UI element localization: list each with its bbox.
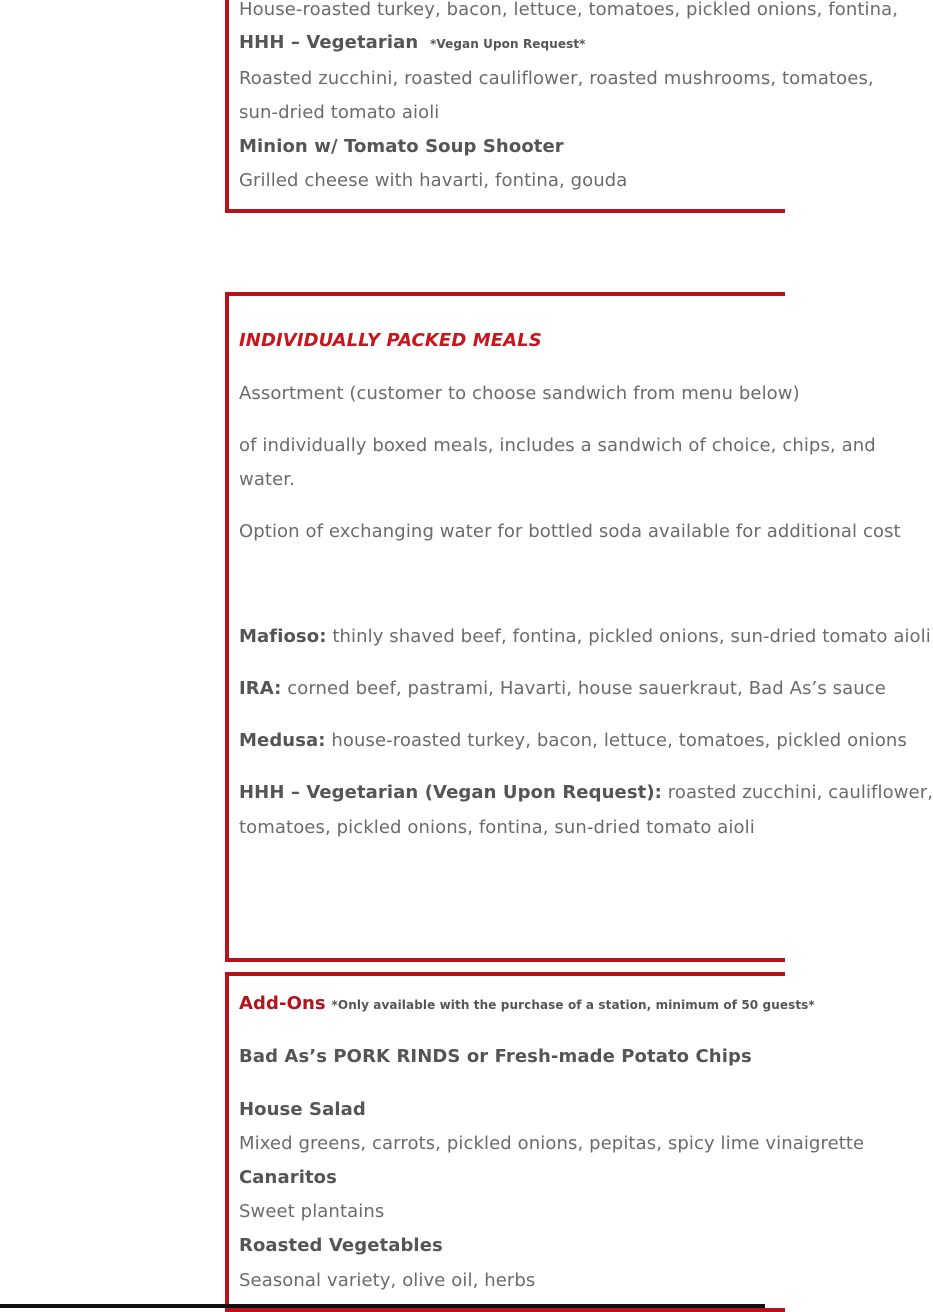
pork-rinds-item: Bad As’s PORK RINDS or Fresh-made Potato Chips [239, 1046, 752, 1067]
add-ons-heading [239, 992, 815, 1017]
mafioso-item [239, 625, 931, 649]
mafioso-label: Mafioso: [239, 626, 327, 647]
medusa-description: House-roasted turkey, bacon, lettuce, tomatoes, pickled onions, fontina, [239, 0, 899, 20]
ira-text: corned beef, pastrami, Havarti, house sauerkraut, Bad As’s sauce [281, 678, 886, 699]
mafioso-text: thinly shaved beef, fontina, pickled onions, sun-dried tomato aioli [326, 626, 931, 647]
minion-title: Minion w/ Tomato Soup Shooter [239, 136, 564, 157]
hhh-item [239, 781, 933, 805]
ira-item [239, 677, 886, 701]
medusa-item [239, 729, 907, 753]
packed-meals-details-line1: of individually boxed meals, includes a sandwich of choice, chips, and [239, 435, 876, 456]
add-ons-title: Add-Ons [239, 993, 326, 1014]
hhh-label: HHH – Vegetarian (Vegan Upon Request): [239, 782, 662, 803]
hhh-heading [239, 31, 586, 56]
canaritos-description: Sweet plantains [239, 1201, 385, 1222]
ira-label: IRA: [239, 678, 282, 699]
roasted-vegetables-description: Seasonal variety, olive oil, herbs [239, 1270, 536, 1291]
hhh-description-line1: Roasted zucchini, roasted cauliflower, roasted mushrooms, tomatoes, [239, 68, 874, 89]
packed-meals-intro: Assortment (customer to choose sandwich from menu below) [239, 383, 800, 404]
roasted-vegetables-title: Roasted Vegetables [239, 1235, 443, 1256]
add-ons-note: *Only available with the purchase of a station, minimum of 50 guests* [331, 998, 815, 1012]
hhh-item-line2: tomatoes, pickled onions, fontina, sun-dried tomato aioli [239, 817, 755, 838]
medusa-label: Medusa: [239, 730, 326, 751]
canaritos-title: Canaritos [239, 1167, 337, 1188]
hhh-description-line2: sun-dried tomato aioli [239, 102, 440, 123]
house-salad-title: House Salad [239, 1099, 366, 1120]
house-salad-description: Mixed greens, carrots, pickled onions, pepitas, spicy lime vinaigrette [239, 1133, 865, 1154]
hhh-text: roasted zucchini, cauliflower, [661, 782, 933, 803]
packed-meals-title: INDIVIDUALLY PACKED MEALS [239, 330, 542, 351]
soda-option-text: Option of exchanging water for bottled soda available for additional cost [239, 521, 901, 542]
hhh-title: HHH – Vegetarian [239, 32, 419, 53]
packed-meals-details-line2: water. [239, 469, 295, 490]
bottom-border [0, 1304, 765, 1308]
vegan-note: *Vegan Upon Request* [430, 37, 586, 51]
minion-description: Grilled cheese with havarti, fontina, gouda [239, 170, 628, 191]
medusa-text: house-roasted turkey, bacon, lettuce, tomatoes, pickled onions [325, 730, 907, 751]
